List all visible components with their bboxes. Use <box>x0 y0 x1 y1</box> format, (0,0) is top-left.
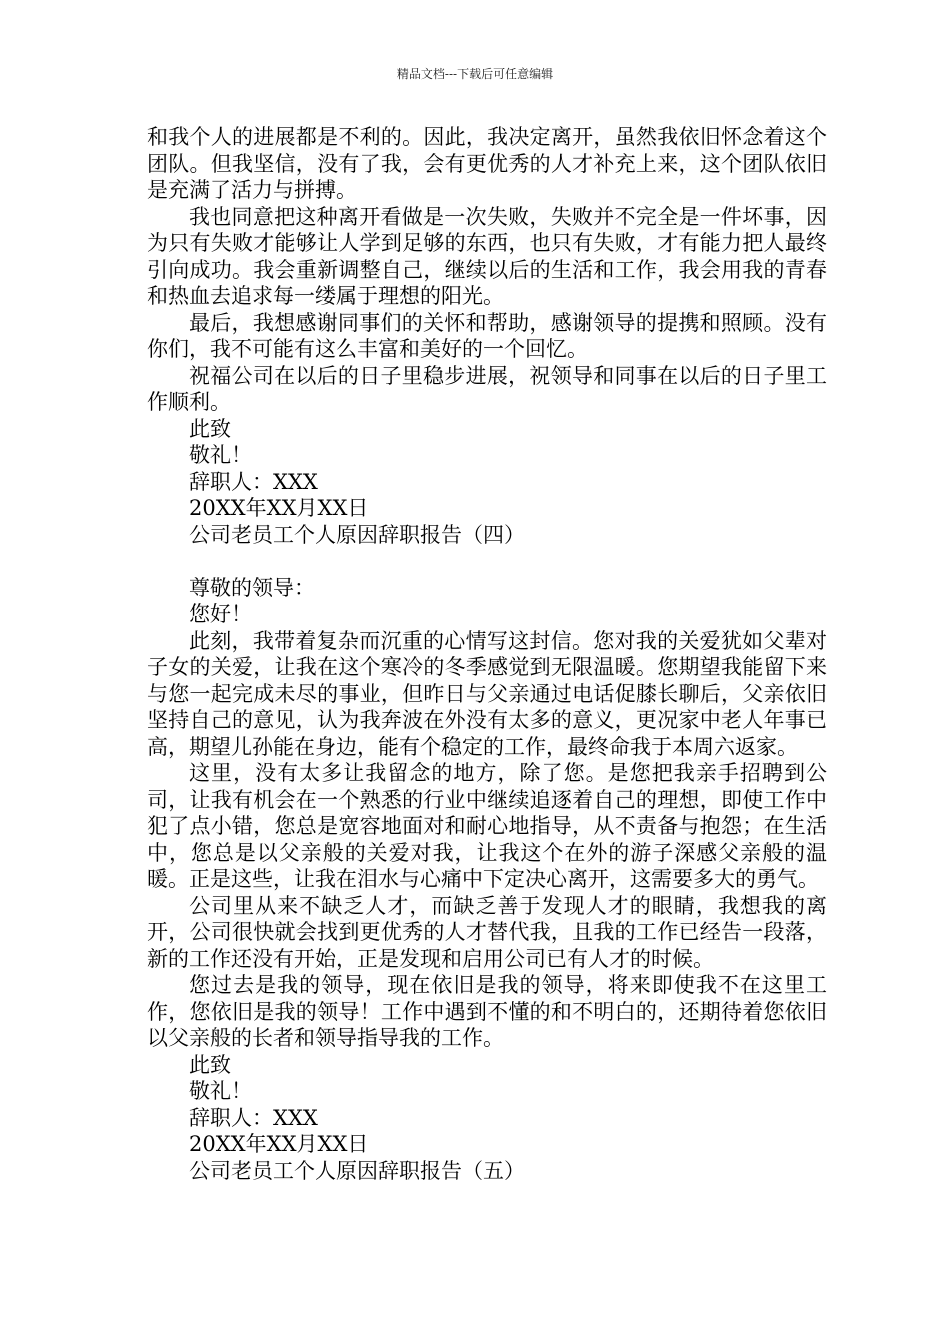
paragraph: 我也同意把这种离开看做是一次失败，失败并不完全是一件坏事，因为只有失败才能够让人学到足够的东西，也只有失败，才有能力把人最终引向成功。我会重新调整自己，继续以后的生活和工作，我会用我的青春和热血去追求每一缕属于理想的阳光。 <box>147 204 827 308</box>
date-line: 20XX年XX月XX日 <box>189 496 369 520</box>
section-title: 公司老员工个人原因辞职报告（四） <box>189 522 525 547</box>
signature-line: 辞职人：XXX <box>189 1105 318 1130</box>
page-header: 精品文档---下载后可任意编辑 <box>396 67 554 81</box>
section-title: 公司老员工个人原因辞职报告（五） <box>189 1158 525 1183</box>
closing-regards: 敬礼！ <box>189 1079 252 1103</box>
paragraph: 祝福公司在以后的日子里稳步进展，祝领导和同事在以后的日子里工作顺利。 <box>147 363 827 414</box>
paragraph-continuation: 和我个人的进展都是不利的。因此，我决定离开，虽然我依旧怀念着这个团队。但我坚信，没有了我，会有更优秀的人才补充上来，这个团队依旧是充满了活力与拼搏。 <box>147 125 827 202</box>
blank-line <box>147 548 827 575</box>
closing-salutation: 此致 <box>189 416 231 441</box>
date-line: 20XX年XX月XX日 <box>189 1132 369 1156</box>
closing-salutation: 此致 <box>189 1052 231 1077</box>
signature-line: 辞职人：XXX <box>189 469 318 494</box>
paragraph: 最后，我想感谢同事们的关怀和帮助，感谢领导的提携和照顾。没有你们，我不可能有这么丰富和美好的一个回忆。 <box>147 310 827 361</box>
document-body <box>147 124 827 1184</box>
greeting: 尊敬的领导： <box>189 575 315 600</box>
paragraph: 此刻，我带着复杂而沉重的心情写这封信。您对我的关爱犹如父辈对子女的关爱，让我在这个寒冷的冬季感觉到无限温暖。您期望我能留下来与您一起完成未尽的事业，但昨日与父亲通过电话促膝长聊后，父亲依旧坚持自己的意见，认为我奔波在外没有太多的意义，更况家中老人年事已高，期望儿孙能在身边，能有个稳定的工作，最终命我于本周六返家。 <box>147 628 827 759</box>
paragraph: 您过去是我的领导，现在依旧是我的领导，将来即使我不在这里工作，您依旧是我的领导！工作中遇到不懂的和不明白的，还期待着您依旧以父亲般的长者和领导指导我的工作。 <box>147 973 827 1050</box>
paragraph: 这里，没有太多让我留念的地方，除了您。是您把我亲手招聘到公司，让我有机会在一个熟悉的行业中继续追逐着自己的理想，即使工作中犯了点小错，您总是宽容地面对和耐心地指导，从不责备与抱怨；在生活中，您总是以父亲般的关爱对我，让我这个在外的游子深感父亲般的温暖。正是这些，让我在泪水与心痛中下定决心离开，这需要多大的勇气。 <box>147 761 827 891</box>
greeting-hello: 您好！ <box>189 602 252 626</box>
closing-regards: 敬礼！ <box>189 443 252 467</box>
paragraph: 公司里从来不缺乏人才，而缺乏善于发现人才的眼睛，我想我的离开，公司很快就会找到更优秀的人才替代我，且我的工作已经告一段落，新的工作还没有开始，正是发现和启用公司已有人才的时候。 <box>147 893 827 971</box>
